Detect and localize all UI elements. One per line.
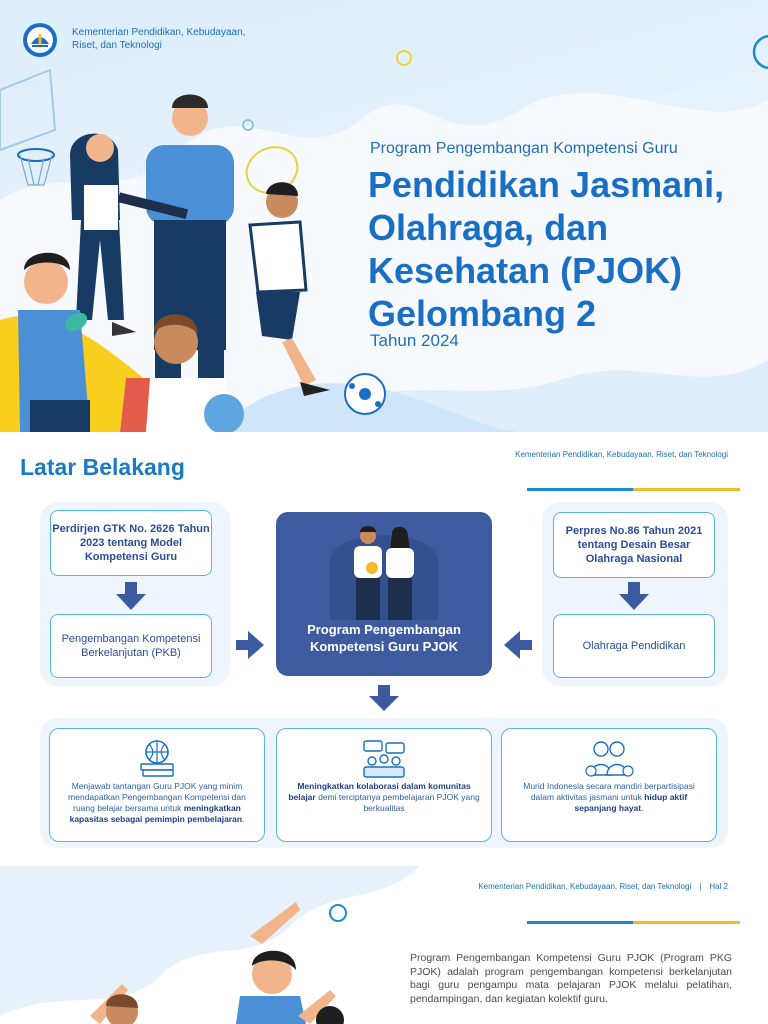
program-center-card bbox=[276, 512, 492, 676]
goal-card-text: Meningkatkan kolaborasi dalam komunitas belajar demi terciptanya pembelajaran PJOK yang berkualitas bbox=[288, 781, 480, 813]
cover-title-line: Gelombang 2 bbox=[368, 293, 597, 334]
soccer-ball-icon bbox=[345, 374, 385, 414]
cover-title bbox=[368, 163, 758, 335]
ministry-logo-icon bbox=[22, 22, 58, 58]
program-description-paragraph: Program Pengembangan Kompetensi Guru PJOK (Program PKG PJOK) adalah program pengembangan kompetensi berkelanjutan bagi guru pengampu mata pelajaran PJOK melalui pelatihan, pendampingan, dan kegiatan kolektif guru. bbox=[410, 952, 732, 1005]
running-student-figure bbox=[250, 182, 330, 396]
page-header-ministry bbox=[478, 882, 728, 891]
goal-card bbox=[276, 728, 492, 842]
regulation-box-right: Perpres No.86 Tahun 2021 tentang Desain Besar Olahraga Nasional bbox=[553, 512, 715, 578]
page-number: Hal 2 bbox=[709, 882, 728, 891]
arrow-left-icon bbox=[504, 631, 532, 659]
arrow-down-icon bbox=[369, 685, 399, 711]
ministry-name: Kementerian Pendidikan, Kebudayaan, Riset, dan Teknologi bbox=[72, 27, 246, 51]
basketball-books-icon bbox=[131, 739, 183, 779]
program-center-label: Program Pengembangan Kompetensi Guru PJOK bbox=[307, 622, 461, 654]
arrow-down-icon bbox=[619, 582, 649, 610]
separator: | bbox=[699, 882, 702, 891]
goal-card-text: Murid Indonesia secara mandiri berpartisipasi dalam aktivitas jasmani untuk hidup aktif sepanjang hayat. bbox=[523, 781, 695, 813]
basketball-hoop-icon bbox=[0, 70, 55, 185]
teacher-hijab-figure bbox=[70, 134, 136, 336]
ministry-header bbox=[22, 22, 272, 58]
arrow-down-icon bbox=[116, 582, 146, 610]
cover-illustration bbox=[0, 60, 400, 432]
latar-belakang-page bbox=[0, 432, 768, 866]
community-discussion-icon bbox=[358, 739, 410, 779]
cover-year: Tahun 2024 bbox=[370, 331, 459, 350]
section-title: Latar Belakang bbox=[20, 454, 185, 480]
students-sports-icon bbox=[583, 739, 635, 779]
cover-title-line: Pendidikan Jasmani, bbox=[368, 164, 725, 205]
ministry-name: Kementerian Pendidikan, Kebudayaan, Riset, dan Teknologi bbox=[478, 882, 692, 891]
arrow-right-icon bbox=[236, 631, 264, 659]
program-kicker: Program Pengembangan Kompetensi Guru bbox=[370, 140, 678, 157]
program-description-page bbox=[0, 866, 768, 1024]
ministry-name: Kementerian Pendidikan, Kebudayaan, Riset, dan Teknologi bbox=[515, 450, 728, 459]
goal-card bbox=[49, 728, 265, 842]
goal-card-text: Menjawab tantangan Guru PJOK yang minim mendapatkan Pengembangan Kompetensi dan ruang belajar bersama untuk meningkatkan kapasitas sebagai pemimpin pembelajaran. bbox=[68, 781, 246, 824]
cover-title-line: Olahraga, dan bbox=[368, 207, 609, 248]
regulation-box-left: Perdirjen GTK No. 2626 Tahun 2023 tentang Model Kompetensi Guru bbox=[50, 510, 212, 576]
accent-line-yellow bbox=[633, 488, 740, 491]
cover-page bbox=[0, 0, 768, 432]
cover-title-line: Kesehatan (PJOK) bbox=[368, 250, 683, 291]
teachers-illustration bbox=[326, 516, 442, 620]
accent-line-blue bbox=[527, 488, 633, 491]
olahraga-pendidikan-box: Olahraga Pendidikan bbox=[553, 614, 715, 678]
pkb-box: Pengembangan Kompetensi Berkelanjutan (PKB) bbox=[50, 614, 212, 678]
goal-card bbox=[501, 728, 717, 842]
